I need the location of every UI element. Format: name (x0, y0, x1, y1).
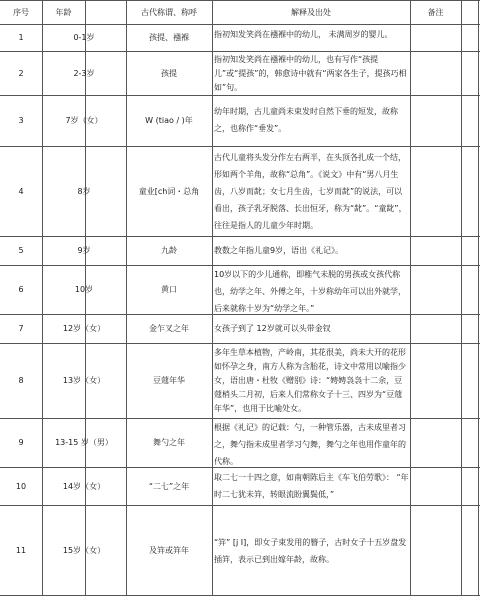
row-age: 0-1岁 (73, 33, 95, 42)
row-number: 9 (18, 438, 24, 447)
row-age: 10岁 (74, 285, 94, 294)
row-number: 7 (18, 324, 24, 333)
row-divider (0, 595, 480, 596)
row-note (410, 95, 461, 146)
row-explanation: 取二七一十四之意，如南朝陈后主《车飞伯劳歌》： “年时二七犹未笄，转眼流盼翼鬓低，” (214, 473, 409, 499)
header-note: 备注 (427, 7, 444, 17)
row-ancient-title: W (tiao / )年 (145, 116, 193, 125)
row-note (410, 505, 461, 595)
row-note (410, 265, 461, 314)
row-ancient-title: 豆蔻年华 (153, 376, 185, 385)
row-age: 14岁（女） (62, 481, 106, 491)
row-note (410, 51, 461, 95)
row-ancient-title: “二七”之年 (148, 481, 190, 491)
row-age: 13岁（女） (62, 376, 106, 385)
row-number: 1 (18, 33, 24, 42)
row-ancient-title: 孩提 (161, 68, 177, 78)
row-explanation: 10岁以下的少儿通称，即稚气未脱的男孩或女孩代称也，幼学之年、外傅之年，十岁称幼年可以出外就学，后来就称十岁为“幼学之年。” (214, 270, 406, 313)
row-ancient-title: 及笄或笄年 (149, 545, 189, 555)
header-ancient-title: 古代称谓、称呼 (141, 7, 197, 17)
row-age: 7岁（女） (65, 116, 103, 125)
table-border-right (461, 0, 462, 596)
row-ancient-title: 九龄 (161, 246, 177, 255)
row-ancient-title: 童业[ch词・总角 (138, 186, 200, 196)
row-number: 11 (15, 545, 27, 555)
table-border-right (478, 0, 479, 596)
row-number: 3 (18, 116, 24, 125)
row-explanation: 女孩子到了 12岁就可以头带金钗 (214, 324, 331, 333)
row-note (410, 236, 461, 265)
row-note (410, 418, 461, 467)
header-number: 序号 (13, 7, 29, 17)
row-age: 2-3岁 (73, 68, 95, 78)
row-explanation: 教数之年指儿童9岁，语出《礼记》。 (214, 246, 344, 255)
row-ancient-title: 孩提、襁褓 (149, 33, 189, 42)
row-note (410, 343, 461, 418)
row-number: 8 (18, 376, 24, 385)
row-age: 9岁 (77, 246, 91, 255)
row-age: 8岁 (77, 186, 91, 196)
column-divider (212, 0, 213, 596)
row-note (410, 24, 461, 51)
row-age: 12岁（女） (62, 324, 106, 333)
row-ancient-title: 金乍叉之年 (149, 324, 189, 333)
row-ancient-title: 黄口 (161, 285, 177, 294)
row-explanation: 指初知发笑尚在襁褓中的幼儿，也有写作“孩提儿”或“提孩”的，韩愈诗中就有“两家各生子，提孩巧相如”句。 (214, 55, 407, 92)
row-note (410, 314, 461, 343)
row-number: 10 (15, 481, 27, 491)
row-number: 2 (18, 68, 24, 78)
row-number: 4 (18, 186, 24, 196)
row-number: 6 (18, 285, 24, 294)
row-explanation: 指初知发笑尚在襁褓中的幼儿， 未满周岁的婴儿。 (214, 30, 393, 39)
row-note (410, 467, 461, 505)
header-explanation: 解释及出处 (291, 7, 331, 17)
row-note (410, 146, 461, 236)
header-age: 年龄 (55, 7, 72, 17)
row-explanation: 根据《礼记》的记载：勺，一种管乐器，古未成里者习之，舞勺指未成里者学习勺舞，舞勺之年也用作童年的代称。 (214, 423, 406, 466)
row-explanation: 古代儿童将头发分作左右两半，在头顶各扎成一个结，形如两个羊角，故称“总角”。《说文》中有“男八月生齿，八岁而龀；女七月生齿，七岁而龀”的说法，可以看出，孩子乳牙脱落、长出恒牙，称为“龀”。“童龀”，往往是指人的儿童少年时期。 (214, 153, 407, 230)
row-explanation: 多年生草本植物，产岭南，其花很美，尚未大开的花形如怀孕之身，南方人称为含胎花，诗文中常用以喻指少女，语出唐・杜牧《赠别》诗：“娉娉袅袅十二余，豆蔻梢头二月初，后来人们常称女子十三、四岁为“豆蔻年华”，也用于比喻处女。 (214, 348, 406, 413)
row-number: 5 (18, 246, 24, 255)
row-age: 15岁（女） (62, 545, 106, 555)
row-ancient-title: 舞勺之年 (153, 438, 185, 447)
row-age: 13-15 岁（男） (55, 438, 113, 447)
row-explanation: “笄” [j I]，即女子束发用的簪子，古时女子十五岁盘发插笄，表示已到出嫁年龄，故称。 (214, 538, 407, 564)
row-explanation: 幼年时期，古儿童尚未束发时自然下垂的短发，故称之，也称作“垂发”。 (214, 107, 398, 133)
